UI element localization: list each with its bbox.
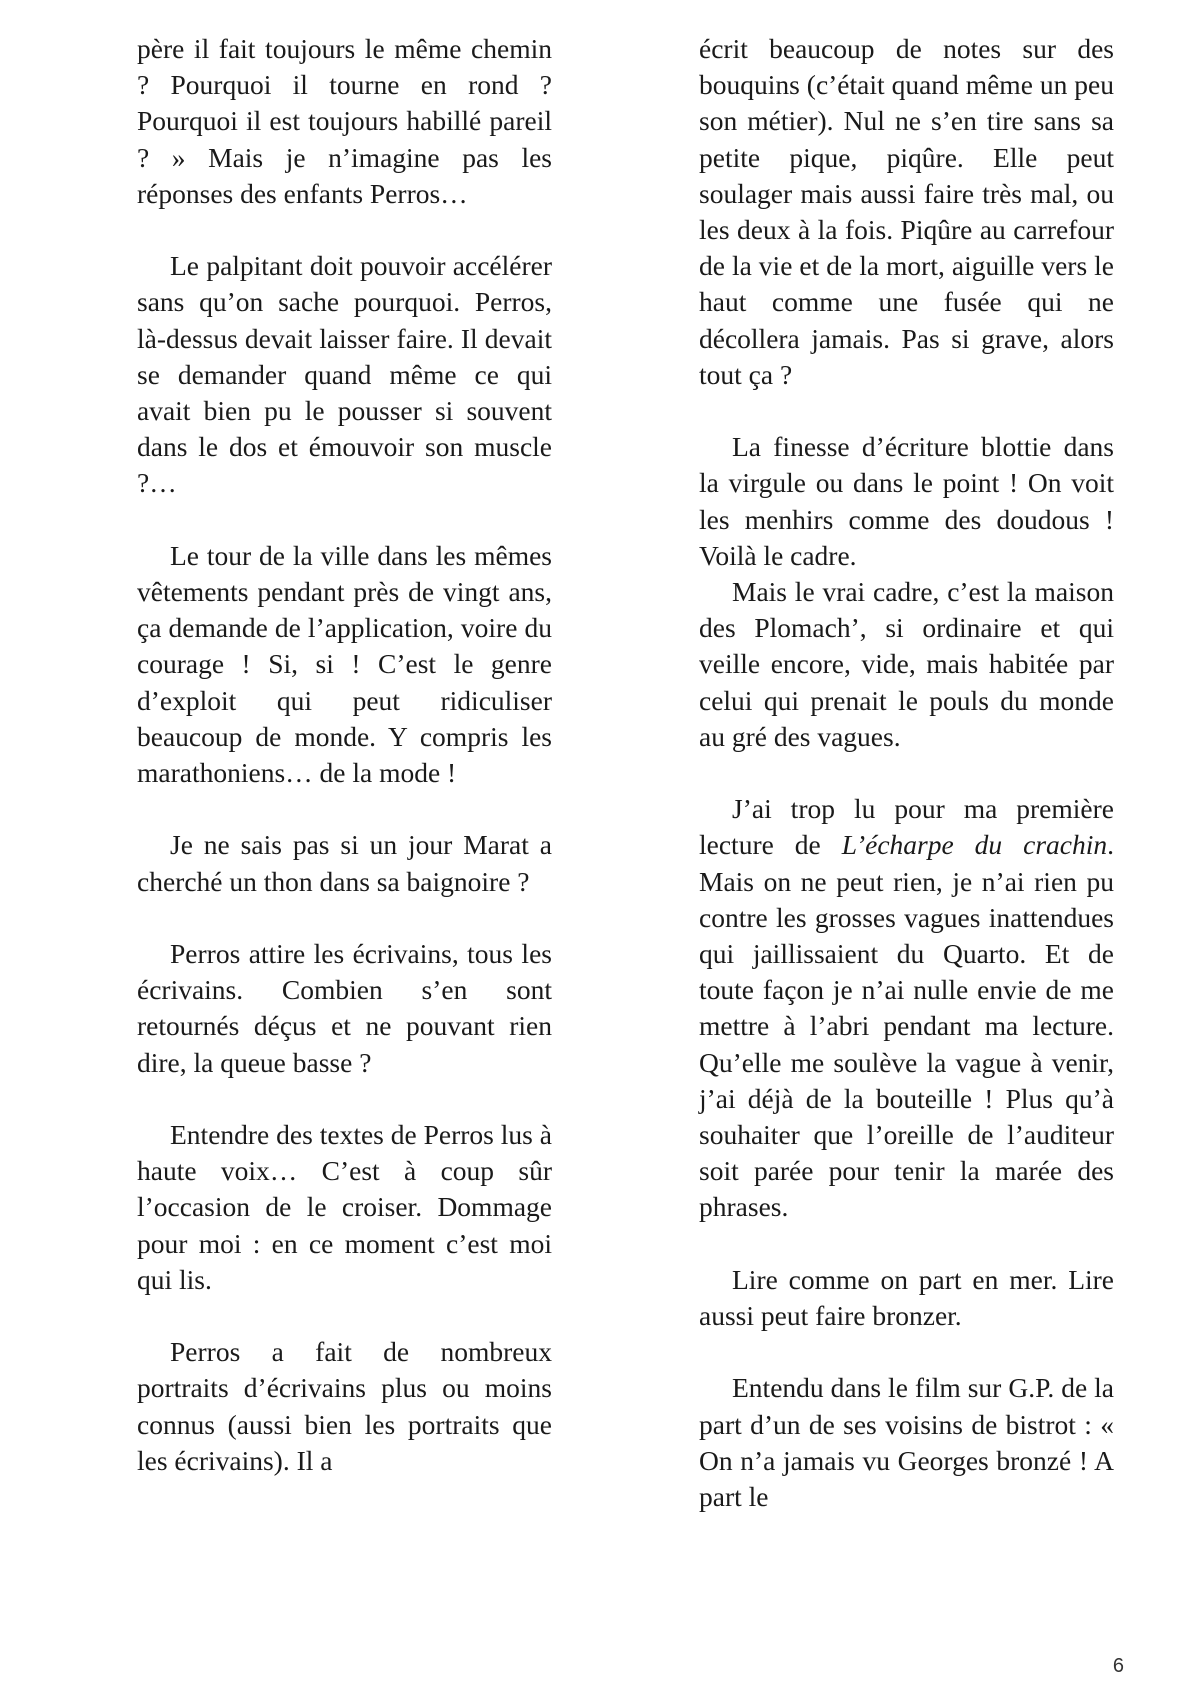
paragraph: Le palpitant doit pouvoir accélérer sans qu’on sache pourquoi. Perros, là-dessus devait laisser faire. Il devait se demander quand même ce qui avait bien pu le pousser si souvent dans le dos et émouvoir son muscle ?… [137,250,552,499]
paragraph: Entendre des textes de Perros lus à haute voix… C’est à coup sûr l’occasion de le croiser. Dommage pour moi : en ce moment c’est moi qui lis. [137,1119,552,1295]
paragraph: écrit beaucoup de notes sur des bouquins (c’était quand même un peu son métier). Nul ne s’en tire sans sa petite pique, piqûre. Elle peut soulager mais aussi faire très mal, ou les deux à la fois. Piqûre au carrefour de la vie et de la mort, aiguille vers le haut comme une fusée qui ne décollera jamais. Pas si grave, alors tout ça ? [699,33,1114,390]
paragraph [699,791,1114,1225]
left-column [137,31,552,1479]
book-title: L’écharpe du crachin [841,829,1108,861]
paragraph: Entendu dans le film sur G.P. de la part d’un de ses voisins de bistrot : « On n’a jamais vu Georges bronzé ! A part le [699,1372,1114,1513]
page-number: 6 [1112,1655,1124,1677]
paragraph: Lire comme on part en mer. Lire aussi peut faire bronzer. [699,1263,1114,1332]
paragraph: Perros a fait de nombreux portraits d’écrivains plus ou moins connus (aussi bien les portraits que les écrivains). Il a [137,1336,552,1476]
paragraph-text: . Mais on ne peut rien, je n’ai rien pu contre les grosses vagues inattendues qui jaillissaient du Quarto. Et de toute façon je n’ai nulle envie de me mettre à l’abri pendant ma lecture. Qu’elle me soulève la vague à venir, j’ai déjà de la bouteille ! Plus qu’à souhaiter que l’oreille de l’auditeur soit parée pour tenir la marée des phrases. [699,829,1114,1223]
paragraph-text: J’ai trop lu pour ma première lecture de [699,793,1114,861]
paragraph: Le tour de la ville dans les mêmes vêtements pendant près de vingt ans, ça demande de l’application, voire du courage ! Si, si ! C’est le genre d’exploit qui peut ridiculiser beaucoup de monde. Y compris les marathoniens… de la mode ! [137,539,552,789]
paragraph: Mais le vrai cadre, c’est la maison des Plomach’, si ordinaire et qui veille encore, vide, mais habitée par celui qui prenait le pouls du monde au gré des vagues. [699,576,1114,752]
paragraph: Perros attire les écrivains, tous les écrivains. Combien s’en sont retournés déçus et ne pouvant rien dire, la queue basse ? [137,938,552,1078]
paragraph: père il fait toujours le même chemin ? Pourquoi il tourne en rond ? Pourquoi il est toujours habillé pareil ? » Mais je n’imagine pas les réponses des enfants Perros… [137,33,552,209]
right-column [699,31,1114,1515]
paragraph: La finesse d’écriture blottie dans la virgule ou dans le point ! On voit les menhirs comme des doudous ! Voilà le cadre. [699,431,1114,571]
paragraph: Je ne sais pas si un jour Marat a cherché un thon dans sa baignoire ? [137,829,552,897]
